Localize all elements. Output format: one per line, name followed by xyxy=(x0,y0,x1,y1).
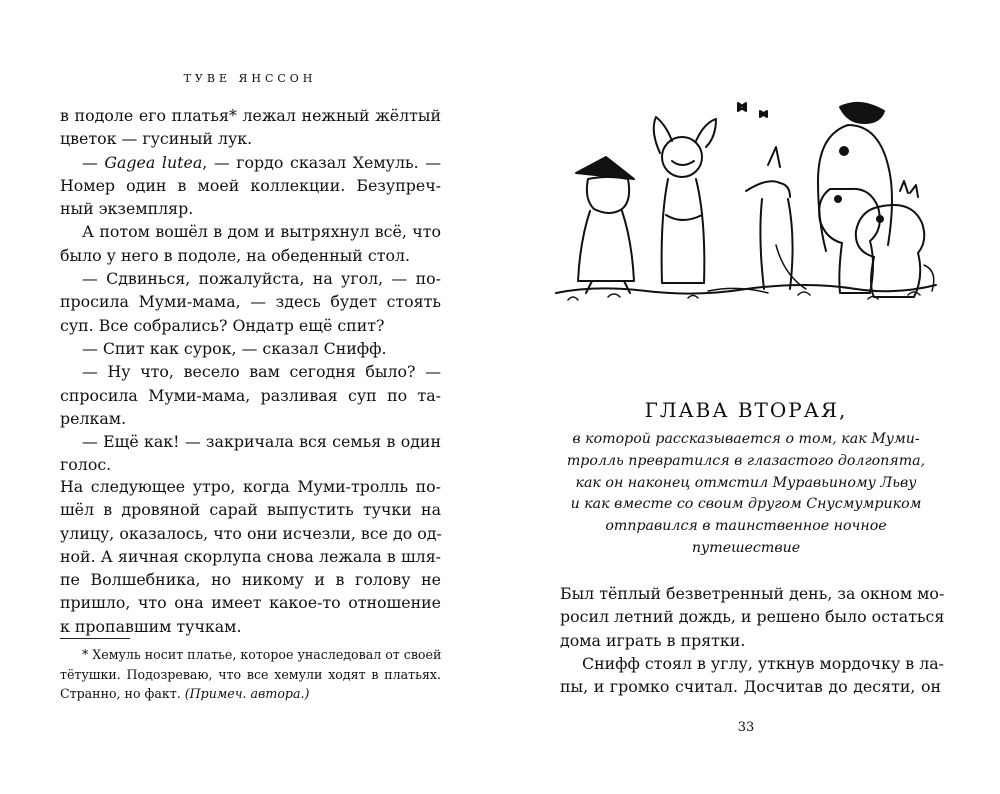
text-segment: Странно, но факт. xyxy=(60,686,185,701)
text-line: Был тёплый безветренный день, за окном мо- xyxy=(560,584,945,603)
text-line: шёл в дровяной сарай выпустить тучки на xyxy=(60,500,441,520)
running-head: ТУВЕ ЯНССОН xyxy=(183,72,317,85)
footnote-rule xyxy=(60,638,130,639)
text-line: дома играть в прятки. xyxy=(560,630,746,650)
text-line: тётушки. Подозреваю, что все хемули ходят в платьях. xyxy=(60,666,441,682)
chapter-title: ГЛАВА ВТОРАЯ, xyxy=(644,398,848,422)
text-line: ный экземпляр. xyxy=(60,199,194,219)
text-line: было у него в подоле, на обеденный стол. xyxy=(60,245,411,265)
text-line: пе Волшебника, но никому и в голову не xyxy=(60,570,441,590)
text-line: — Сдвинься, пожалуйста, на угол, — по- xyxy=(82,269,441,289)
right-body-text xyxy=(560,582,945,698)
chapter-subtitle-line: отправился в таинственное ночное xyxy=(605,518,887,535)
text-line: цветок — гусиный лук. xyxy=(60,129,253,149)
text-line xyxy=(60,684,441,704)
text-line: росил летний дождь, и решено было остаться xyxy=(560,607,945,627)
text-line: ной. А яичная скорлупа снова лежала в шля- xyxy=(60,546,441,566)
text-line: — Ну что, весело вам сегодня было? — xyxy=(82,362,441,382)
italic-text: (Примеч. автора.) xyxy=(184,686,310,701)
text-line: к пропавшим тучкам. xyxy=(60,616,242,636)
text-line: А потом вошёл в дом и вытряхнул всё, что xyxy=(82,222,441,242)
text-segment: , — гордо сказал Хемуль. — xyxy=(202,152,441,172)
text-line: Номер один в моей коллекции. Безупреч- xyxy=(60,175,441,195)
chapter-subtitle-line: в которой рассказывается о том, как Муми- xyxy=(572,431,920,447)
footnote xyxy=(60,645,441,704)
text-line: суп. Все собрались? Ондатр ещё спит? xyxy=(60,315,385,335)
chapter-subtitle-line: как он наконец отмстил Муравьиному Льву xyxy=(575,474,917,491)
text-line: в подоле его платья* лежал нежный жёлтый xyxy=(60,106,441,125)
chapter-subtitle-line: и как вместе со своим другом Снусмумриком xyxy=(570,496,922,513)
chapter-subtitle-line: тролль превратился в глазастого долгопята, xyxy=(566,452,926,469)
text-line: улицу, оказалось, что они исчезли, все до од- xyxy=(60,523,442,543)
text-line: — Спит как сурок, — сказал Снифф. xyxy=(82,338,387,358)
chapter-subtitle xyxy=(548,429,944,560)
italic-text: Gagea lutea xyxy=(104,152,203,172)
text-line: пришло, что она имеет какое-то отношение xyxy=(60,593,441,613)
moomin-characters-illustration-icon xyxy=(548,95,944,310)
text-line: релкам. xyxy=(60,408,127,428)
text-line: * Хемуль носит платье, которое унаследовал от своей xyxy=(82,647,442,662)
text-segment: — xyxy=(82,152,105,172)
text-line: — Ещё как! — закричала вся семья в один xyxy=(82,432,441,452)
text-line xyxy=(60,151,441,174)
text-line: На следующее утро, когда Муми-тролль по- xyxy=(60,477,441,496)
text-line: пы, и громко считал. Досчитав до десяти, он xyxy=(560,677,941,697)
text-line: голос. xyxy=(60,455,112,475)
page-number: 33 xyxy=(737,720,755,735)
text-line: Снифф стоял в углу, уткнув мордочку в ла- xyxy=(582,653,945,673)
body-text-paragraph-2 xyxy=(60,475,441,638)
text-line: просила Муми-мама, — здесь будет стоять xyxy=(60,292,441,312)
chapter-subtitle-line: путешествие xyxy=(691,539,801,556)
text-line: спросила Муми-мама, разливая суп по та- xyxy=(60,385,441,405)
body-text-paragraph-1 xyxy=(60,104,441,477)
